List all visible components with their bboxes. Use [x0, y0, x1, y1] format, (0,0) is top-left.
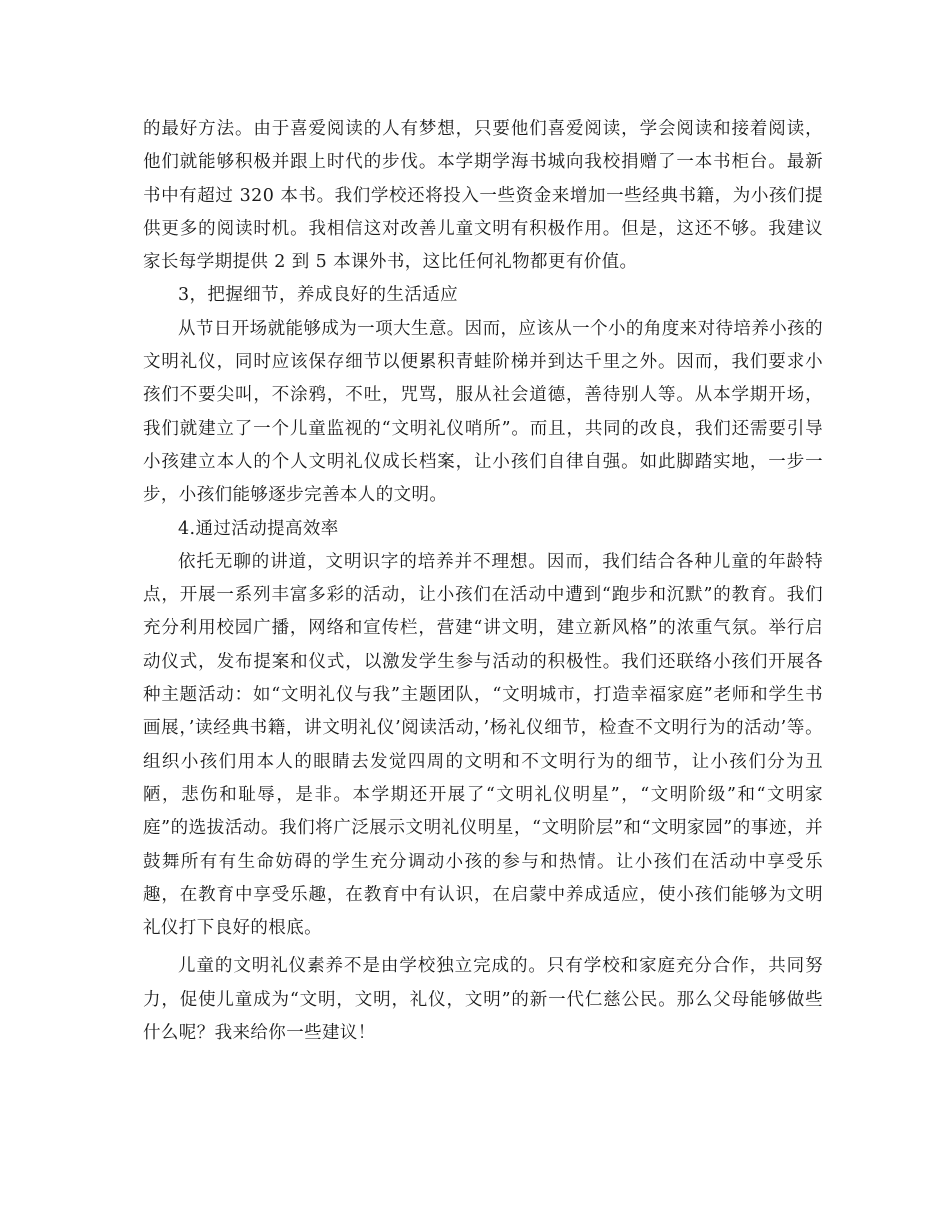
paragraph-reading: 的最好方法。由于喜爱阅读的人有梦想，只要他们喜爱阅读，学会阅读和接着阅读，他们就能够积极并跟上时代的步伐。本学期学海书城向我校捐赠了一本书柜台。最新书中有超过 320 本书。我们学校还将投入一些资金来增加一些经典书籍，为小孩们提供更多的阅读时机。我相信这对改善儿童文明有积极作用。但是，这还不够。我建议家长每学期提供 2 到 5 本课外书，这比任何礼物都更有价值。: [143, 119, 823, 273]
paragraph-details: 从节日开场就能够成为一项大生意。因而，应该从一个小的角度来对待培养小孩的文明礼仪，同时应该保存细节以便累积青蛙阶梯并到达千里之外。因而，我们要求小孩们不要尖叫，不涂鸦，不吐，咒骂，服从社会道德，善待别人等。从本学期开场，我们就建立了一个儿童监视的“文明礼仪哨所”。而且，共同的改良，我们还需要引导小孩建立本人的个人文明礼仪成长档案，让小孩们自律自强。如此脚踏实地，一步一步，小孩们能够逐步完善本人的文明。: [143, 318, 823, 506]
paragraph-activities: 依托无聊的讲道，文明识字的培养并不理想。因而，我们结合各种儿童的年龄特点，开展一系列丰富多彩的活动，让小孩们在活动中遭到“跑步和沉默”的教育。我们充分利用校园广播，网络和宣传栏，营建“讲文明，建立新风格”的浓重气氛。举行启动仪式，发布提案和仪式，以激发学生参与活动的积极性。我们还联络小孩们开展各种主题活动：如“文明礼仪与我”主题团队，“文明城市，打造幸福家庭”老师和学生书画展，’读经典书籍，讲文明礼仪’阅读活动，’杨礼仪细节，检查不文明行为的活动’等。组织小孩们用本人的眼睛去发觉四周的文明和不文明行为的细节，让小孩们分为丑陋，悲伤和耻辱，是非。本学期还开展了“文明礼仪明星”，“文明阶级”和“文明家庭”的选拔活动。我们将广泛展示文明礼仪明星，“文明阶层”和“文明家园”的事迹，并鼓舞所有有生命妨碍的学生充分调动小孩的参与和热情。让小孩们在活动中享受乐趣，在教育中享受乐趣，在教育中有认识，在启蒙中养成适应，使小孩们能够为文明礼仪打下良好的根底。: [143, 551, 823, 939]
heading-item-3: 3，把握细节，养成良好的生活适应: [178, 285, 459, 306]
document-body: [143, 113, 823, 1050]
heading-item-4: 4.通过活动提高效率: [178, 518, 339, 539]
paragraph-conclusion: 儿童的文明礼仪素养不是由学校独立完成的。只有学校和家庭充分合作，共同努力，促使儿童成为“文明，文明，礼仪，文明”的新一代仁慈公民。那么父母能够做些什么呢？我来给你一些建议！: [143, 956, 823, 1044]
